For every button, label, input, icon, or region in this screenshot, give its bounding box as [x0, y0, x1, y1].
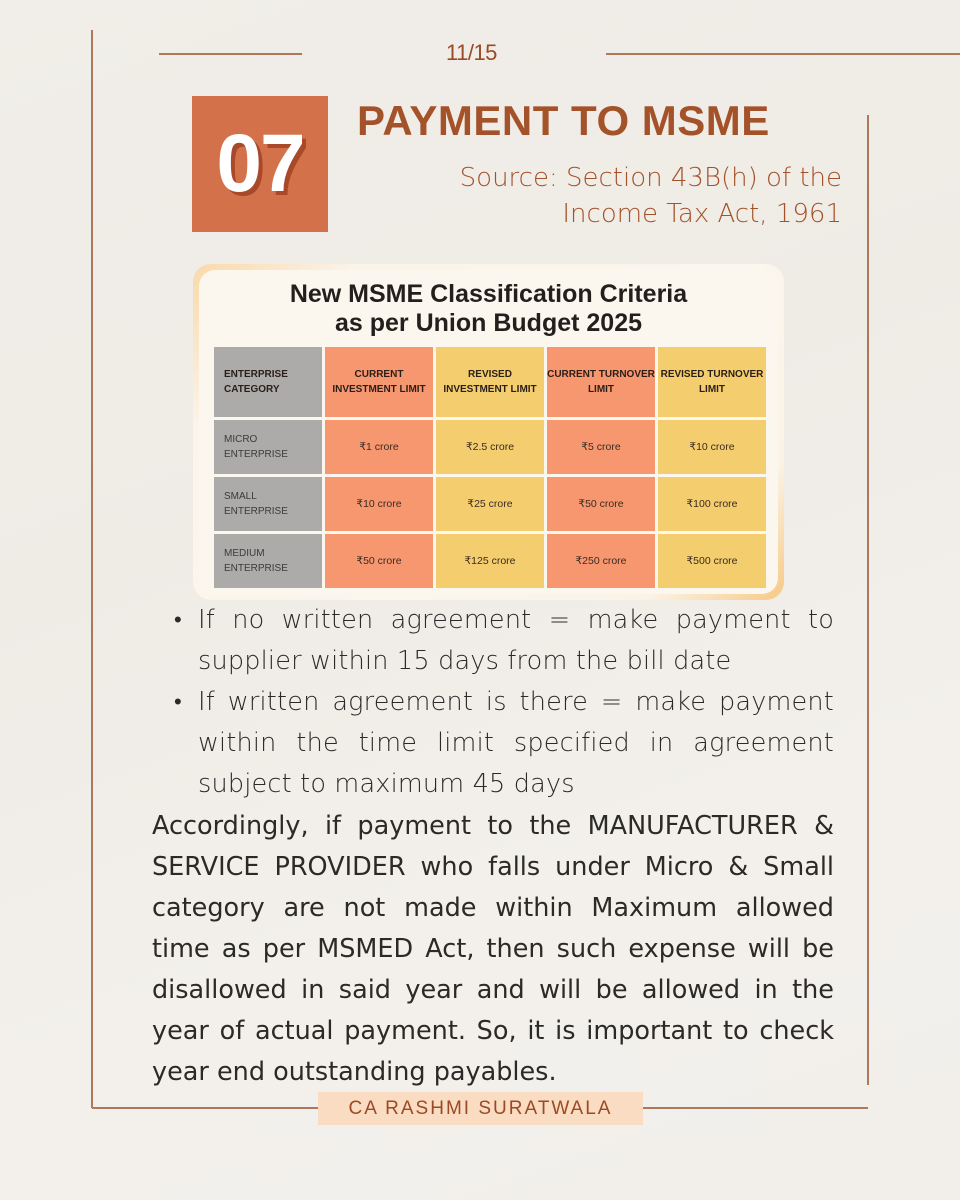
bullet-text: If written agreement is there = make payment within the time limit specified in agreement subject to maximum 45 days [198, 687, 834, 799]
cell-small-revised-turnover: ₹100 crore [658, 477, 766, 531]
column-header-current-turnover: CURRENT TURNOVER LIMIT [547, 347, 655, 417]
row-category-small: SMALL ENTERPRISE [214, 477, 322, 531]
author-name: CA RASHMI SURATWALA [348, 1097, 613, 1119]
source-line-1: Source: Section 43B(h) of the [459, 163, 842, 193]
cell-micro-revised-turnover: ₹10 crore [658, 420, 766, 474]
cell-micro-current-investment: ₹1 crore [325, 420, 433, 474]
cell-small-current-investment: ₹10 crore [325, 477, 433, 531]
cell-small-current-turnover: ₹50 crore [547, 477, 655, 531]
frame-line-top-right [606, 53, 960, 55]
bullet-dot-icon: • [174, 608, 182, 633]
bullet-item [174, 682, 834, 805]
cell-micro-revised-investment: ₹2.5 crore [436, 420, 544, 474]
section-number-badge [192, 96, 328, 232]
cell-medium-revised-investment: ₹125 crore [436, 534, 544, 588]
frame-line-bottom-right [643, 1107, 868, 1109]
card-title-line-2: as per Union Budget 2025 [334, 309, 643, 337]
row-category-medium: MEDIUM ENTERPRISE [214, 534, 322, 588]
source-line-2: Income Tax Act, 1961 [562, 199, 842, 229]
cell-micro-current-turnover: ₹5 crore [547, 420, 655, 474]
page-counter: 11/15 [446, 40, 497, 65]
cell-medium-current-turnover: ₹250 crore [547, 534, 655, 588]
bullet-item [174, 600, 834, 682]
column-header-category: ENTERPRISE CATEGORY [214, 347, 322, 417]
bullet-text: If no written agreement = make payment to supplier within 15 days from the bill date [198, 605, 834, 676]
msme-classification-table [214, 347, 766, 588]
cell-medium-revised-turnover: ₹500 crore [658, 534, 766, 588]
bullet-dot-icon: • [174, 690, 182, 715]
frame-line-left [91, 30, 93, 1108]
frame-line-bottom-left [92, 1107, 318, 1109]
explanation-paragraph: Accordingly, if payment to the MANUFACTURER & SERVICE PROVIDER who falls under Micro & Small category are not made within Maximum allowed time as per MSMED Act, then such expense will be disallowed in said year and will be allowed in the year of actual payment. So, it is important to check year end outstanding payables. [152, 811, 834, 1087]
card-title-line-1: New MSME Classification Criteria [289, 280, 688, 308]
column-header-revised-investment: REVISED INVESTMENT LIMIT [436, 347, 544, 417]
frame-line-top-left [159, 53, 302, 55]
column-header-current-investment: CURRENT INVESTMENT LIMIT [325, 347, 433, 417]
cell-small-revised-investment: ₹25 crore [436, 477, 544, 531]
column-header-revised-turnover: REVISED TURNOVER LIMIT [658, 347, 766, 417]
bullet-list [174, 600, 834, 805]
frame-line-right [867, 115, 869, 1085]
cell-medium-current-investment: ₹50 crore [325, 534, 433, 588]
row-category-micro: MICRO ENTERPRISE [214, 420, 322, 474]
source-citation [460, 160, 842, 232]
section-number: 07 [216, 118, 304, 209]
author-label [318, 1092, 643, 1125]
page-title: PAYMENT TO MSME [357, 97, 770, 144]
card-title [199, 280, 778, 338]
